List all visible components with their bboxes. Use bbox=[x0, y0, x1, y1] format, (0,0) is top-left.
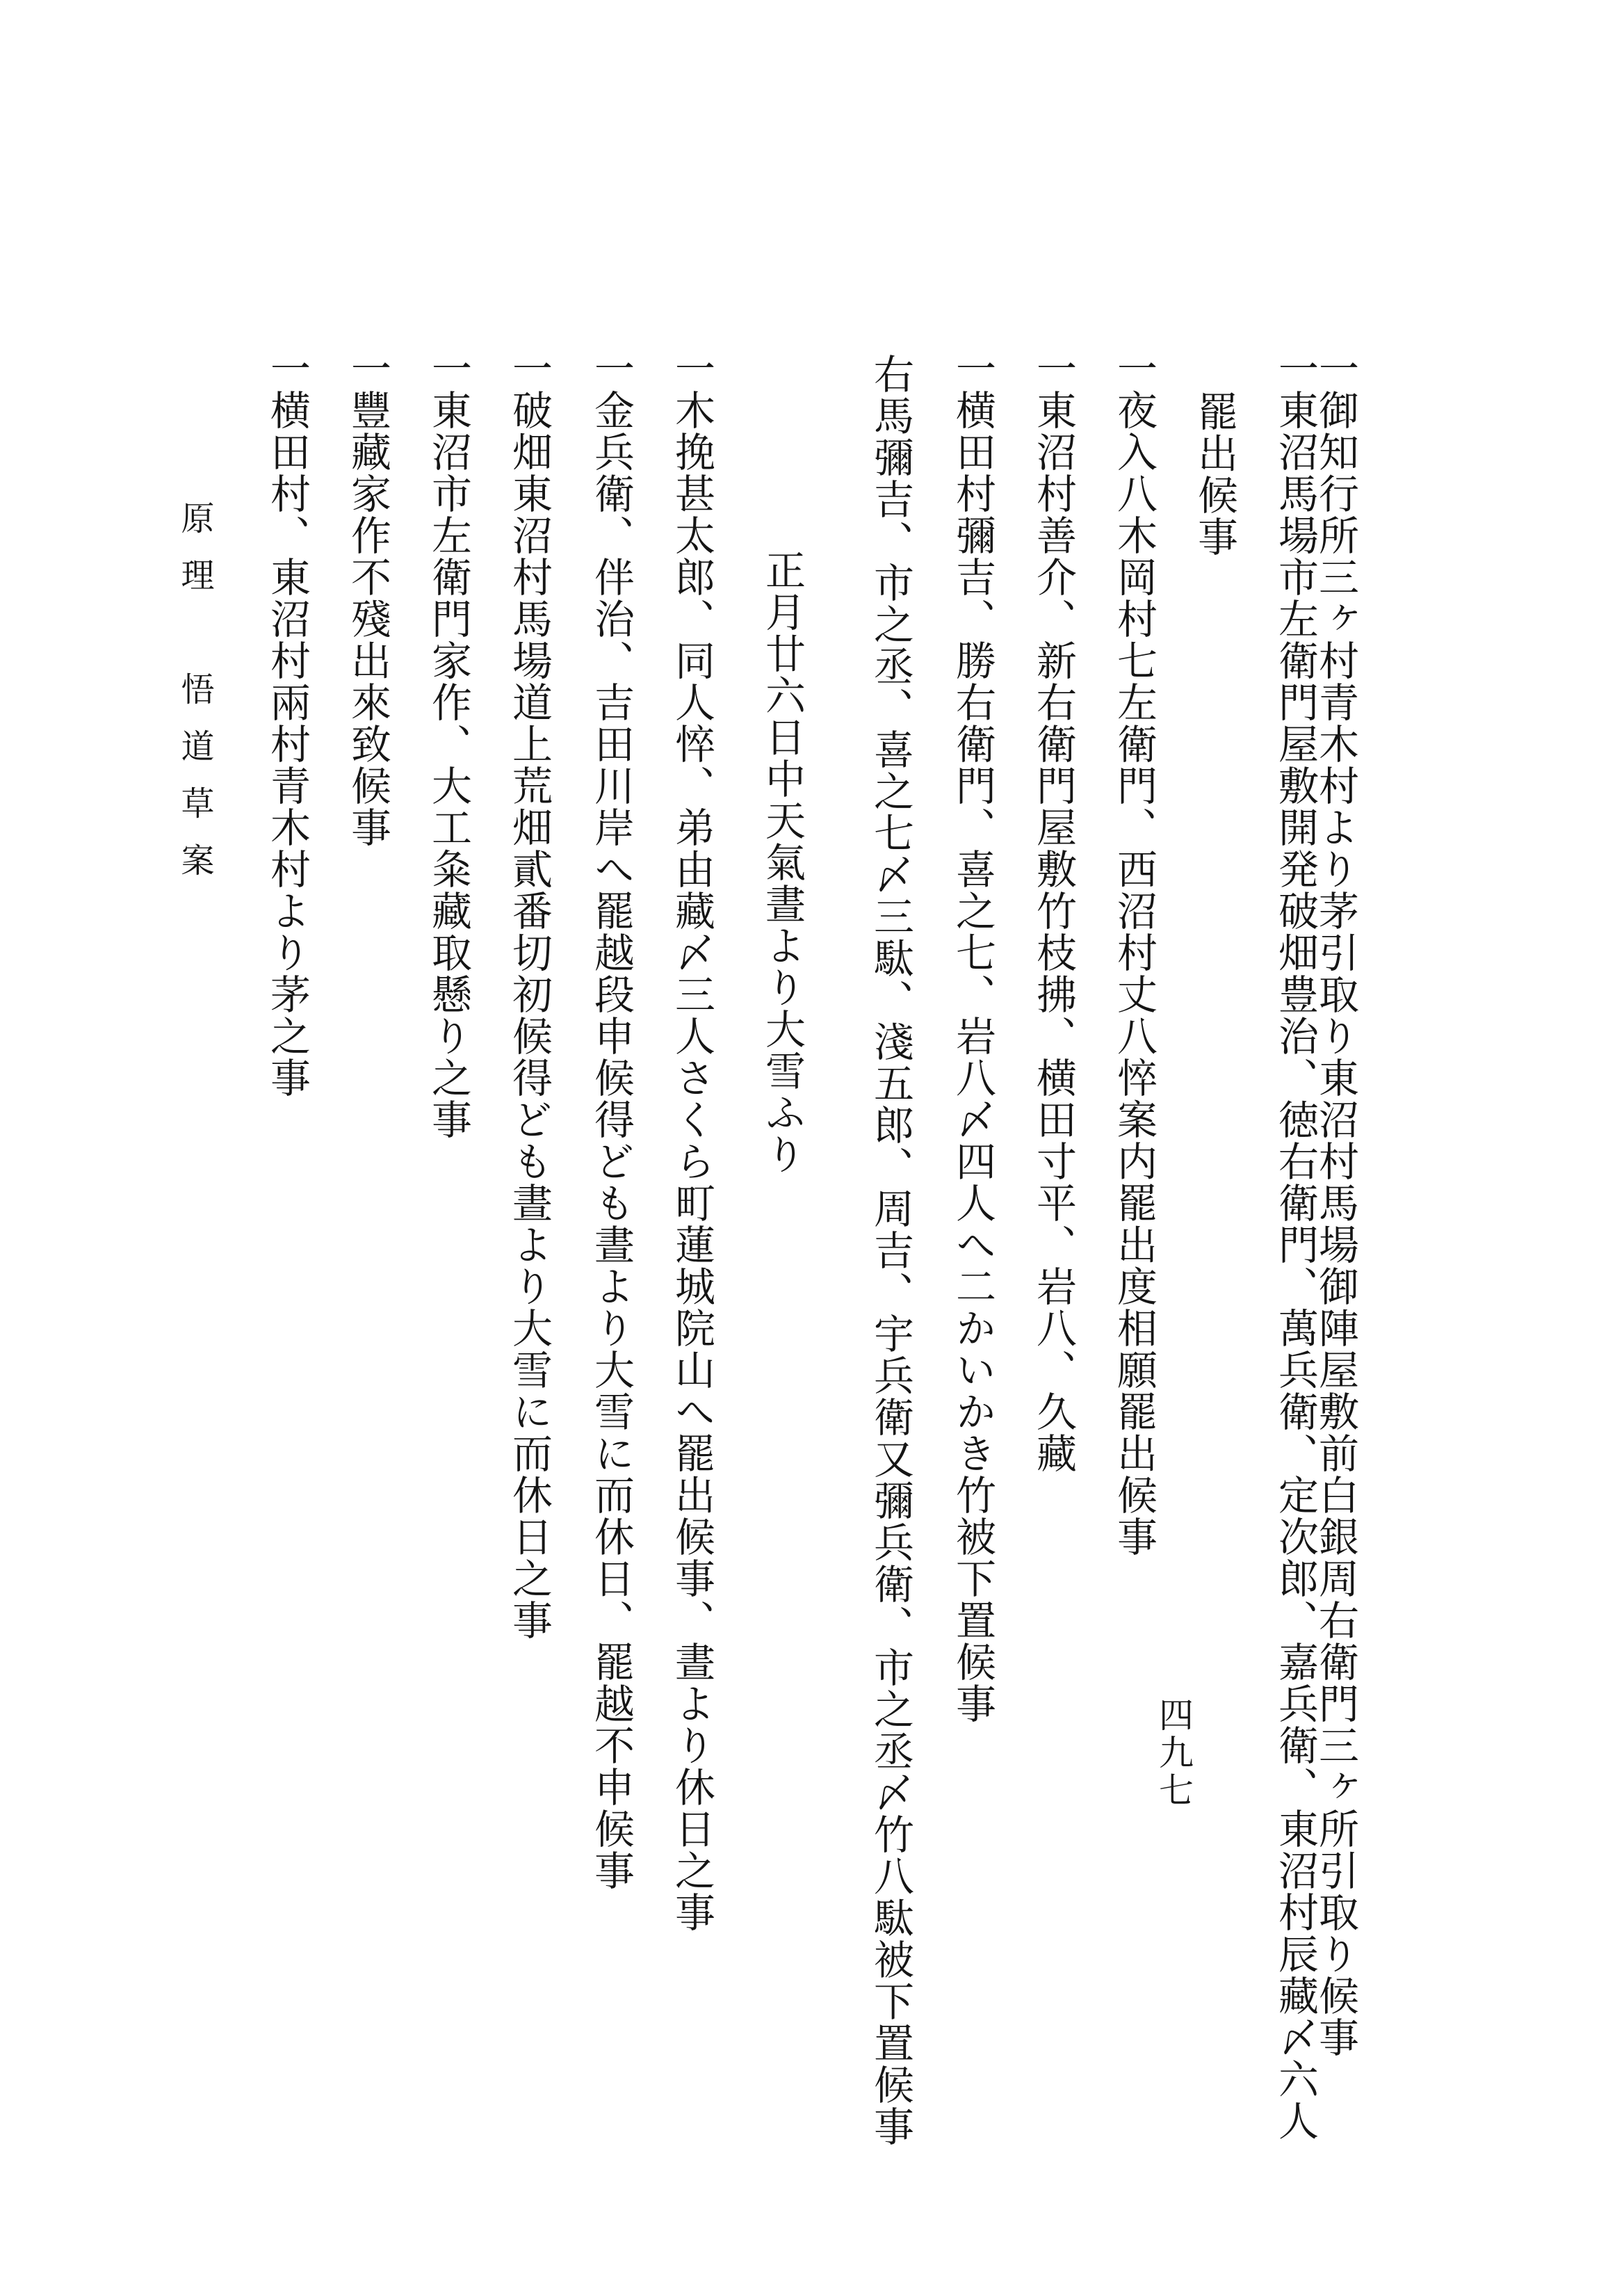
text-column-6: 一横田村彌吉、勝右衛門、喜之七、岩八〆四人へ二かいかき竹被下置候事 bbox=[949, 348, 996, 1725]
text-column-10: 一金兵衛、伴治、吉田川岸へ罷越段申候得ども晝より大雪に而休日、罷越不申候事 bbox=[587, 348, 635, 1891]
text-column-5: 一東沼村善介、新右衛門屋敷竹枝拂、横田寸平、岩八、久藏 bbox=[1030, 348, 1077, 1474]
text-column-11: 一破畑東沼村馬場道上荒畑貳番切初候得ども晝より大雪に而休日之事 bbox=[505, 348, 553, 1641]
text-column-1: 一御知行所三ヶ村青木村より茅引取り東沼村馬場御陣屋敷前白銀周右衛門三ヶ所引取り候事 bbox=[1312, 348, 1359, 2058]
text-column-12: 一東沼市左衛門家作、大工粂藏取懸り之事 bbox=[425, 348, 472, 1140]
text-column-date: 正月廿六日中天氣晝より大雪ふり bbox=[758, 549, 806, 1175]
text-column-3: 罷出候事 bbox=[1191, 391, 1238, 558]
text-column-2: 一東沼馬場市左衛門屋敷開発破畑豊治、徳右衛門、萬兵衛、定次郎、嘉兵衛、東沼村辰藏〆六人 bbox=[1272, 348, 1319, 2142]
text-column-13: 一豐藏家作不殘出來致候事 bbox=[344, 348, 391, 848]
text-column-7: 右馬彌吉、市之丞、喜之七〆三駄、淺五郎、周吉、宇兵衛又彌兵衛、市之丞〆竹八駄被下置候事 bbox=[867, 353, 914, 2147]
text-column-4: 一夜入八木岡村七左衛門、西沼村丈八悴案内罷出度相願罷出候事 bbox=[1110, 348, 1158, 1558]
page-number: 四九七 bbox=[1153, 1697, 1194, 1809]
text-column-9: 一木挽甚太郎、同人悴、弟由藏〆三人さくら町蓮城院山へ罷出候事、晝より休日之事 bbox=[668, 348, 715, 1933]
text-column-14: 一横田村、東沼村兩村青木村より茅之事 bbox=[263, 348, 311, 1099]
book-title-footer: 原理 悟道草案 bbox=[175, 501, 214, 900]
